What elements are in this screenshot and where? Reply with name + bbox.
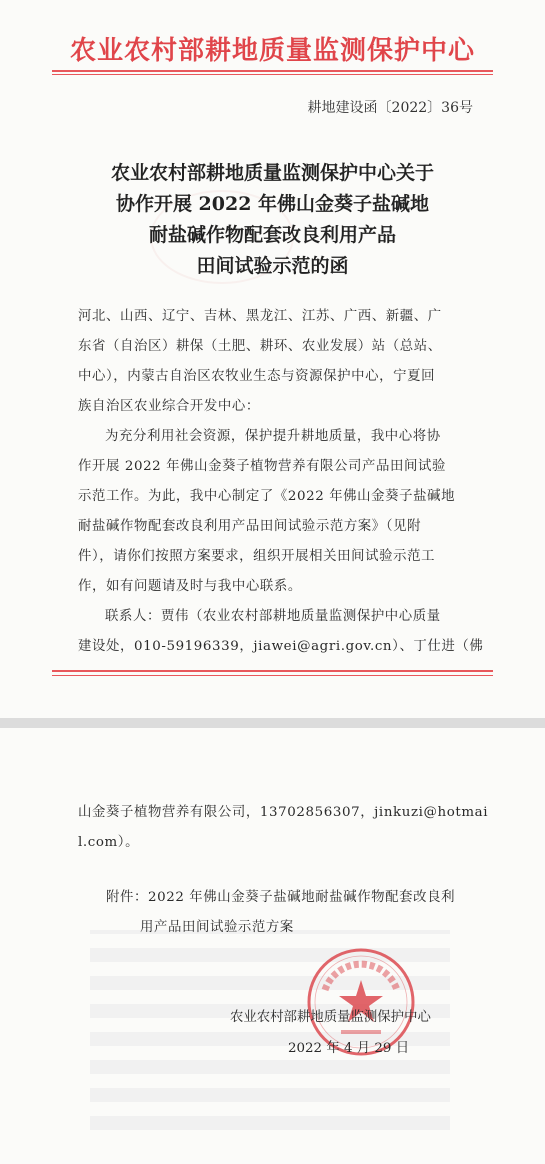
letterhead-rule-bottom	[52, 74, 493, 75]
document-number: 耕地建设函〔2022〕36号	[307, 100, 473, 116]
body-line: 耐盐碱作物配套改良利用产品田间试验示范方案》（见附	[78, 519, 422, 534]
attachment-note	[106, 883, 506, 943]
contact-paragraph	[78, 602, 484, 662]
contact-cont-line: l.com）。	[78, 835, 140, 850]
attachment-line: 附件：2022 年佛山金葵子盐碱地耐盐碱作物配套改良利	[106, 890, 456, 905]
addressee-line: 河北、山西、辽宁、吉林、黑龙江、江苏、广西、新疆、广	[78, 309, 442, 324]
addressee-line: 中心），内蒙古自治区农牧业生态与资源保护中心，宁夏回	[78, 369, 436, 384]
addressee-paragraph	[78, 302, 478, 422]
signature-date: 2022 年 4 月 29 日	[288, 1041, 410, 1056]
contact-cont-line: 山金葵子植物营养有限公司，13702856307，jinkuzi@hotmai	[78, 805, 489, 820]
body-line: 作，如有问题请及时与我中心联系。	[78, 579, 302, 594]
letterhead-rule-top	[52, 70, 493, 72]
body-paragraph	[78, 422, 478, 602]
title-line: 田间试验示范的函	[196, 255, 349, 277]
contact-line: 建设处，010-59196339，jiawei@agri.gov.cn）、丁仕进（佛	[78, 639, 484, 654]
body-line: 件），请你们按照方案要求，组织开展相关田间试验示范工	[78, 549, 436, 564]
title-line: 协作开展 2022 年佛山金葵子盐碱地	[115, 193, 430, 215]
addressee-line: 东省（自治区）耕保（土肥、耕环、农业发展）站（总站、	[78, 339, 442, 354]
body-line: 示范工作。为此，我中心制定了《2022 年佛山金葵子盐碱地	[78, 489, 456, 504]
contact-continuation	[78, 798, 498, 858]
letterhead-title: 农业农村部耕地质量监测保护中心	[69, 36, 475, 66]
footer-rule-bottom	[52, 675, 493, 676]
document-title	[0, 158, 545, 282]
footer-rule-top	[52, 670, 493, 672]
signature-org: 农业农村部耕地质量监测保护中心	[230, 1010, 431, 1025]
contact-line: 联系人：贾伟（农业农村部耕地质量监测保护中心质量	[105, 609, 441, 624]
body-line: 为充分利用社会资源，保护提升耕地质量，我中心将协	[105, 429, 441, 444]
title-line: 耐盐碱作物配套改良利用产品	[148, 224, 396, 246]
body-line: 作开展 2022 年佛山金葵子植物营养有限公司产品田间试验	[78, 459, 446, 474]
addressee-line: 族自治区农业综合开发中心：	[78, 399, 260, 414]
attachment-line: 用产品田间试验示范方案	[140, 920, 294, 935]
title-line: 农业农村部耕地质量监测保护中心关于	[110, 162, 434, 184]
